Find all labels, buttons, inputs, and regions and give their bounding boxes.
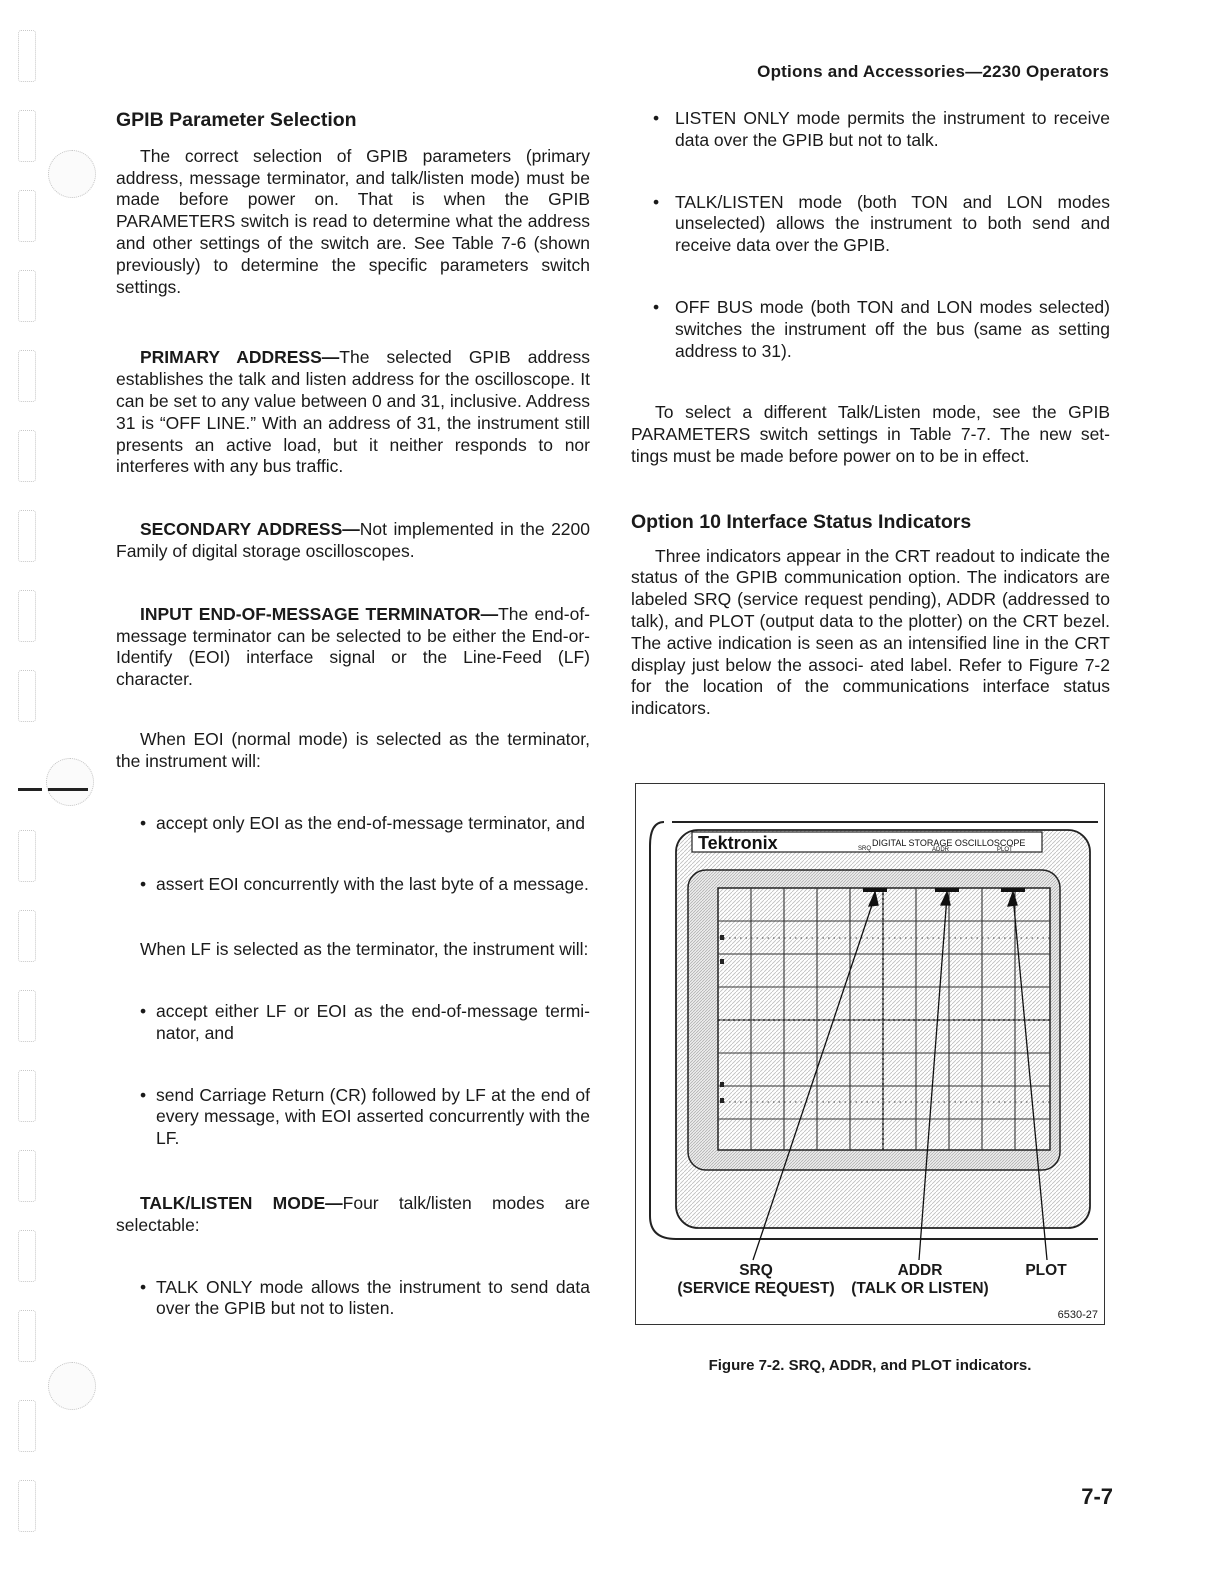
binder-mark	[48, 788, 88, 791]
binder-slot	[18, 110, 36, 162]
section-heading: Option 10 Interface Status Indicators	[631, 510, 972, 533]
status-indicators-paragraph: Three indicators appear in the CRT readout to indicate the status of the GPIB communication option. The indicators are labeled SRQ (service request pending), ADDR (addressed to talk), and PLOT (output data to the plotter) on the CRT bezel. The active indication is seen as an intensified line in the CRT display just below the associ- ated label. Refer to Figure 7-2 for the location of the communications interface status indicators.	[631, 545, 1110, 719]
srq-callout	[656, 1262, 856, 1298]
eom-terminator-body: The end-of-message terminator can be selected to be either the End-or-Identify (EOI) interface signal or the Line-Feed (LF) character.	[116, 603, 591, 690]
list-item	[116, 1085, 590, 1150]
binder-margin	[0, 0, 110, 1578]
bullet-text: assert EOI concurrently with the last byte of a message.	[156, 874, 589, 895]
binder-slot	[18, 1230, 36, 1282]
binder-slot	[18, 430, 36, 482]
bullet-icon: •	[140, 1000, 147, 1021]
bullet-text: accept only EOI as the end-of-message terminator, and	[156, 812, 585, 833]
right-column	[631, 108, 1110, 720]
list-item	[116, 874, 590, 896]
list-item	[116, 813, 590, 835]
secondary-address-paragraph	[116, 519, 590, 563]
eoi-intro: When EOI (normal mode) is selected as the terminator, the instrument will:	[116, 728, 590, 771]
binder-slot	[18, 1480, 36, 1532]
talk-listen-lead: TALK/LISTEN MODE—	[140, 1192, 343, 1213]
eom-terminator-lead: INPUT END-OF-MESSAGE TERMINATOR—	[140, 603, 499, 624]
binder-slot	[18, 190, 36, 242]
bullet-icon: •	[140, 1084, 147, 1105]
binder-slot	[18, 830, 36, 882]
plot-callout	[1016, 1262, 1076, 1280]
select-mode-paragraph: To select a different Talk/Listen mode, see the GPIB PARAMETERS switch settings in Table 7-7. The new set- tings must be made before power on to be in effect.	[631, 402, 1110, 466]
bullet-icon: •	[140, 874, 147, 895]
list-item	[631, 297, 1110, 362]
bullet-text: TALK/LISTEN mode (both TON and LON modes unselected) allows the instrument to both send and receive data over the GPIB.	[675, 191, 1110, 256]
primary-address-body: The selected GPIB address establishes the talk and listen address for the oscilloscope. It can be set to any value between 0 and 31, inclusive. Address 31 is “OFF LINE.” With an address of 31, the instrument still presents an active load, but it neither responds to nor interferes with any bus traffic.	[116, 347, 591, 477]
addr-callout-sublabel: (TALK OR LISTEN)	[851, 1280, 989, 1297]
bullet-text: accept either LF or EOI as the end-of-message termi- nator, and	[156, 1000, 590, 1043]
eom-terminator-paragraph	[116, 604, 590, 691]
talk-listen-body: Four talk/listen modes are selectable:	[116, 1192, 590, 1235]
binder-slot	[18, 990, 36, 1042]
figure-7-2	[635, 783, 1105, 1325]
binder-slot	[18, 670, 36, 722]
bezel-srq-label: SRQ	[858, 846, 872, 852]
binder-slot	[18, 270, 36, 322]
figure-caption: Figure 7-2. SRQ, ADDR, and PLOT indicators.	[708, 1357, 1032, 1374]
binder-slot	[18, 590, 36, 642]
addr-callout-label: ADDR	[897, 1262, 943, 1279]
binder-slot	[18, 350, 36, 402]
secondary-address-lead: SECONDARY ADDRESS—	[140, 519, 360, 540]
crt-screen	[718, 888, 1050, 1150]
talk-listen-paragraph	[116, 1193, 590, 1237]
addr-callout	[832, 1262, 1008, 1298]
bullet-text: LISTEN ONLY mode permits the instrument to receive data over the GPIB but not to talk.	[675, 108, 1110, 150]
binder-slot	[18, 1070, 36, 1122]
lf-intro: When LF is selected as the terminator, the instrument will:	[140, 939, 589, 960]
punch-hole	[48, 1362, 96, 1410]
punch-hole	[48, 150, 96, 198]
list-item	[116, 1001, 590, 1045]
srq-callout-label: SRQ	[739, 1262, 773, 1279]
list-item	[631, 108, 1110, 152]
list-item	[631, 192, 1110, 257]
binder-mark	[18, 788, 42, 791]
binder-slot	[18, 1150, 36, 1202]
bullet-icon: •	[653, 296, 660, 317]
secondary-address-body: Not implemented in the 2200 Family of digital storage oscilloscopes.	[116, 519, 591, 561]
brand-logo: Tektronix	[698, 833, 778, 853]
figure-code: 6530-27	[1057, 1309, 1098, 1321]
section-heading: GPIB Parameter Selection	[116, 109, 357, 131]
running-header: Options and Accessories—2230 Operators	[757, 62, 1109, 81]
binder-slot	[18, 1310, 36, 1362]
bezel-title: DIGITAL STORAGE OSCILLOSCOPE	[872, 838, 1026, 848]
primary-address-lead: PRIMARY ADDRESS—	[140, 347, 340, 368]
bullet-icon: •	[140, 812, 147, 833]
oscilloscope-illustration	[636, 784, 1105, 1325]
bezel-addr-label: ADDR	[932, 847, 950, 853]
binder-slot	[18, 1400, 36, 1452]
primary-address-paragraph	[116, 347, 590, 478]
binder-slot	[18, 510, 36, 562]
bullet-icon: •	[140, 1276, 147, 1297]
intro-paragraph: The correct selection of GPIB parameters (primary address, message terminator, and talk/listen mode) must be made before power on. That is when the GPIB PARAMETERS switch is read to determine what the address and other settings of the switch are. See Table 7-6 (shown previously) to determine the specific parameters switch settings.	[116, 145, 590, 297]
binder-slot	[18, 910, 36, 962]
left-column	[116, 110, 590, 1320]
bullet-text: TALK ONLY mode allows the instrument to send data over the GPIB but not to listen.	[156, 1276, 590, 1319]
bullet-text: send Carriage Return (CR) followed by LF at the end of every message, with EOI asserted concurrently with the LF.	[156, 1084, 590, 1149]
bullet-text: OFF BUS mode (both TON and LON modes selected) switches the instrument off the bus (same as setting address to 31).	[675, 296, 1110, 361]
page-number: 7-7	[1081, 1484, 1113, 1509]
list-item	[116, 1277, 590, 1321]
punch-hole	[46, 758, 94, 806]
bullet-icon: •	[653, 191, 660, 212]
plot-callout-label: PLOT	[1025, 1262, 1067, 1279]
bullet-icon: •	[653, 108, 660, 128]
binder-slot	[18, 30, 36, 82]
srq-callout-sublabel: (SERVICE REQUEST)	[677, 1280, 835, 1297]
bezel-plot-label: PLOT	[997, 847, 1013, 853]
